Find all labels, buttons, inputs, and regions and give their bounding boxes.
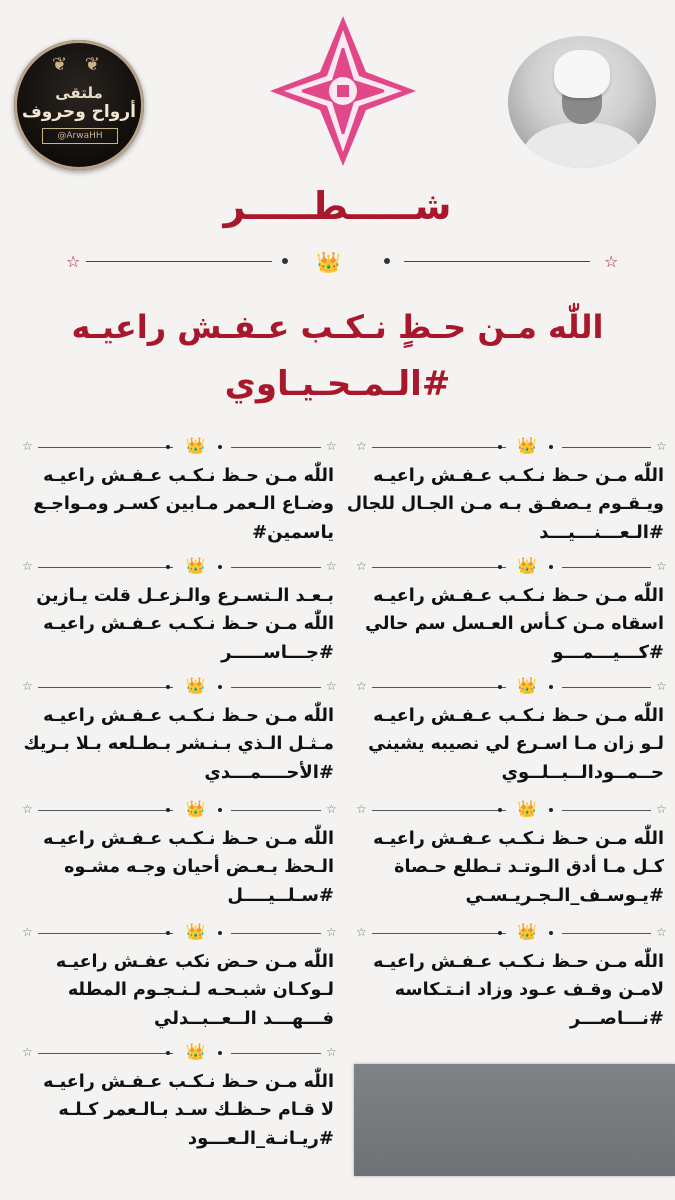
crown-icon: 👑 [517, 922, 538, 941]
entry-poet: فـــهـــد الــعــبــدلي [154, 1008, 334, 1029]
entry-line-1: بـعـد الـتسـرع والـزعـل قلت يـازين [36, 586, 334, 606]
entry-line-1: اللّٰه مـن حـظ نـكـب عـفـش راعيـه [43, 1072, 334, 1092]
star-icon: ☆ [326, 679, 337, 693]
star-icon: ☆ [656, 679, 667, 693]
entry-line-1: اللّٰه مـن حـظ نـكـب عـفـش راعيـه [373, 952, 664, 972]
entry-line-2: ويـقـوم يـصفـق بـه مـن الجـال للجال [346, 494, 664, 514]
page-title: شـــــطـــــر [223, 184, 452, 228]
crown-icon: 👑 [517, 799, 538, 818]
entry-line-2: لـو زان مـا اسـرع لي نصيبه يشيني [368, 734, 664, 754]
entry-line-2: اسقاه مـن كـأس العـسل سم حالي [365, 614, 664, 634]
star-icon: ☆ [356, 439, 367, 453]
star-icon: ☆ [22, 559, 33, 573]
main-verse: اللّٰه مـن حـظٍ نـكـب عـفـش راعيـه [71, 308, 604, 346]
entry-poet: #سـلــيــــل [227, 885, 334, 906]
crown-icon: 👑 [517, 556, 538, 575]
entry-divider [352, 799, 670, 819]
poet-photo [508, 36, 656, 168]
entry-line-2: لـوكـان شبـحـه لـنـجـوم المطله [67, 980, 334, 1000]
entry-line-2: لا قـام حـظـك سـد بـالـعمر كـلـه [58, 1100, 334, 1120]
entry-poet: #كـــيـــمـــو [552, 642, 664, 663]
star-icon: ☆ [656, 439, 667, 453]
star-icon: ☆ [656, 559, 667, 573]
entry-poet: #جـــاســـــر [221, 642, 334, 663]
star-icon: ☆ [326, 925, 337, 939]
star-icon: ☆ [326, 559, 337, 573]
entry-line-2: كـل مـا أدق الـوتـد تـطلع حـصاة [394, 857, 664, 877]
star-icon: ☆ [356, 925, 367, 939]
star-icon: ☆ [356, 679, 367, 693]
star-icon: ☆ [22, 1045, 33, 1059]
entry-line-1: اللّٰه مـن حـظ نـكـب عـفـش راعيـه [373, 706, 664, 726]
crown-icon: 👑 [185, 922, 206, 941]
entry-poet: #الـعـــنـــيـــد [539, 522, 664, 543]
crown-icon: 👑 [316, 250, 341, 274]
star-icon: ☆ [22, 439, 33, 453]
logo-line-2: أرواح وحروف [22, 102, 136, 122]
entry-divider [18, 1042, 340, 1062]
entry-line-2: لامـن وقـف عـود وزاد انـتـكاسه [394, 980, 664, 1000]
star-icon: ☆ [22, 679, 33, 693]
entry-divider [18, 799, 340, 819]
brand-logo [14, 40, 144, 170]
crown-icon: 👑 [517, 676, 538, 695]
entry-poet: حــمــودالــبــلــوي [501, 762, 664, 783]
logo-line-1: ملتقى [55, 84, 103, 102]
star-icon: ☆ [604, 252, 619, 271]
entry-divider [18, 556, 340, 576]
star-icon: ☆ [22, 802, 33, 816]
entry-line-1: اللّٰه مـن حـظ نـكـب عـفـش راعيـه [43, 466, 334, 486]
entry-divider [18, 436, 340, 456]
star-icon: ☆ [326, 802, 337, 816]
ornament-icon [268, 14, 418, 168]
entry-line-2: اللّٰه مـن حـظ نـكـب عـفـش راعيـه [43, 614, 334, 634]
entry-line-2: الـحظ بـعـض أحيان وجـه مشـوه [64, 857, 334, 877]
entry-divider [352, 556, 670, 576]
blank-panel [354, 1064, 675, 1176]
star-icon: ☆ [22, 925, 33, 939]
entry-poet: #نـــاصـــر [569, 1008, 664, 1029]
entry-line-1: اللّٰه مـن حـظ نـكـب عـفـش راعيـه [373, 829, 664, 849]
entry-divider [18, 922, 340, 942]
entry-line-1: اللّٰه مـن حـظ نـكـب عـفـش راعيـه [43, 706, 334, 726]
star-icon: ☆ [656, 802, 667, 816]
entry-line-1: اللّٰه مـن حـض نكب عفـش راعيـه [55, 952, 334, 972]
entry-divider [352, 922, 670, 942]
star-icon: ☆ [356, 802, 367, 816]
crown-icon: 👑 [185, 556, 206, 575]
crown-icon: 👑 [185, 676, 206, 695]
star-icon: ☆ [66, 252, 81, 271]
crown-icon: 👑 [185, 799, 206, 818]
wings-icon: ❦ ❦ [52, 54, 106, 75]
entry-line-1: اللّٰه مـن حـظ نـكـب عـفـش راعيـه [373, 586, 664, 606]
star-icon: ☆ [356, 559, 367, 573]
entry-poet: #ريـانـة_الـعـــود [187, 1128, 334, 1149]
star-icon: ☆ [656, 925, 667, 939]
crown-icon: 👑 [517, 436, 538, 455]
entry-poet: #الأحــــمـــدي [204, 762, 334, 783]
entry-line-2: وضـاع الـعمر مـابين كسـر ومـواجـع [33, 494, 334, 514]
star-icon: ☆ [326, 1045, 337, 1059]
entry-poet: #يـوسـف_الـجـريـسـي [465, 885, 664, 906]
entry-divider [352, 436, 670, 456]
entry-divider [18, 676, 340, 696]
main-author: #الـمـحـيـاوي [224, 364, 451, 404]
logo-tag: @ArwaHH [42, 128, 118, 144]
entry-line-2: مـثـل الـذي بـنـشر بـطـلعه بـلا بـريك [23, 734, 334, 754]
crown-icon: 👑 [185, 436, 206, 455]
crown-icon: 👑 [185, 1042, 206, 1061]
entry-line-1: اللّٰه مـن حـظ نـكـب عـفـش راعيـه [373, 466, 664, 486]
main-divider [0, 252, 675, 272]
entry-divider [352, 676, 670, 696]
star-icon: ☆ [326, 439, 337, 453]
entry-poet: ياسمين# [252, 522, 334, 543]
entry-line-1: اللّٰه مـن حـظ نـكـب عـفـش راعيـه [43, 829, 334, 849]
